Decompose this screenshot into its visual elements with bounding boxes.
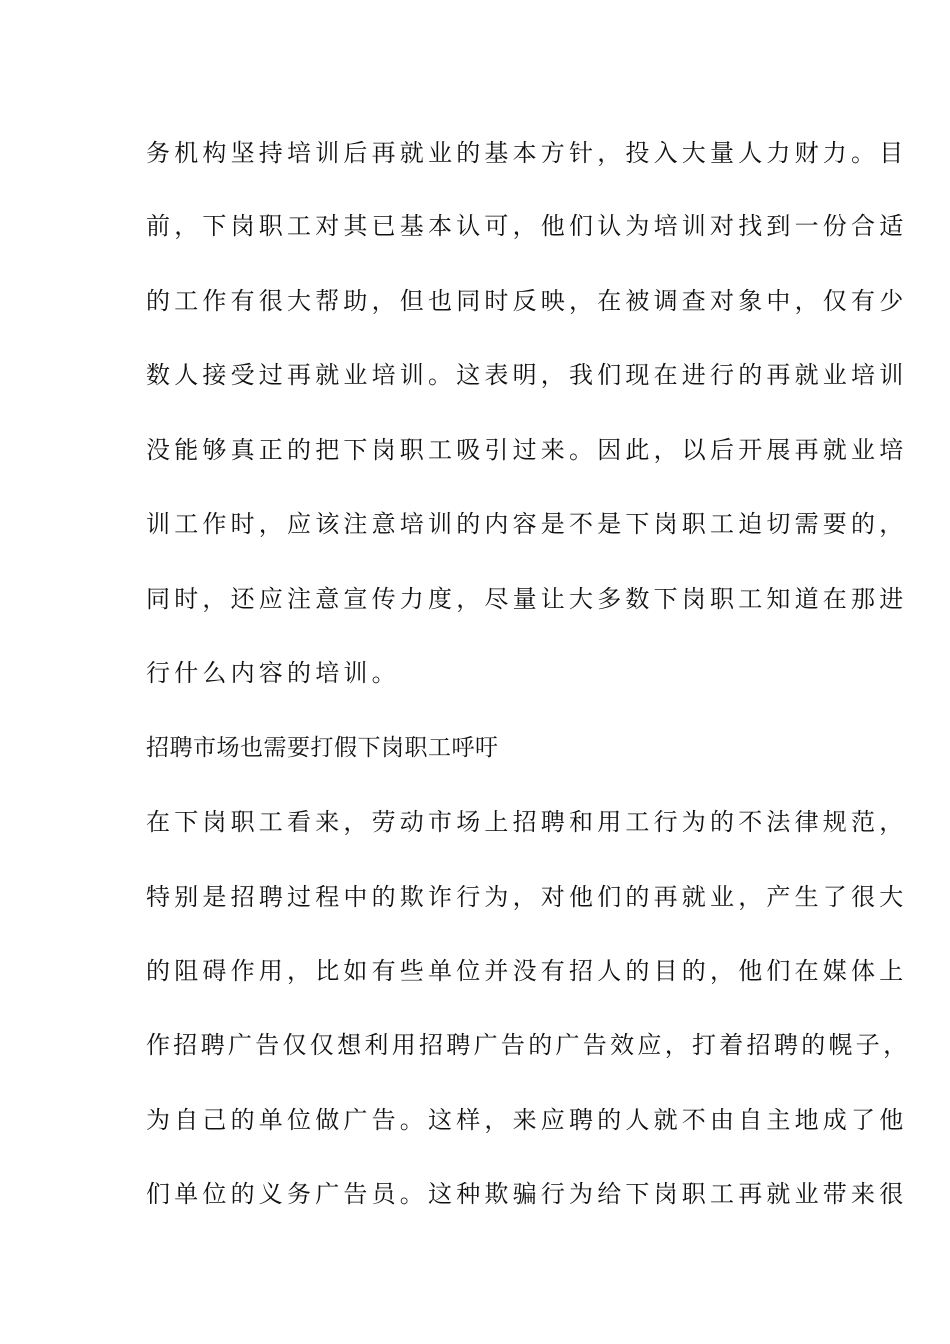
paragraph-line: 的工作有很大帮助，但也同时反映，在被调查对象中，仅有少 bbox=[146, 287, 908, 315]
paragraph-line: 为自己的单位做广告。这样，来应聘的人就不由自主地成了他 bbox=[146, 1106, 908, 1134]
paragraph-line: 的阻碍作用，比如有些单位并没有招人的目的，他们在媒体上 bbox=[146, 957, 908, 985]
paragraph-line: 前，下岗职工对其已基本认可，他们认为培训对找到一份合适 bbox=[146, 212, 908, 240]
section-heading: 招聘市场也需要打假下岗职工呼吁 bbox=[146, 735, 499, 761]
paragraph-line: 数人接受过再就业培训。这表明，我们现在进行的再就业培训 bbox=[146, 361, 908, 389]
paragraph-line: 没能够真正的把下岗职工吸引过来。因此，以后开展再就业培 bbox=[146, 436, 908, 464]
paragraph-line: 们单位的义务广告员。这种欺骗行为给下岗职工再就业带来很 bbox=[146, 1180, 908, 1208]
paragraph-line: 行什么内容的培训。 bbox=[146, 659, 400, 687]
paragraph-line: 在下岗职工看来，劳动市场上招聘和用工行为的不法律规范， bbox=[146, 808, 908, 836]
paragraph-line: 作招聘广告仅仅想利用招聘广告的广告效应，打着招聘的幌子， bbox=[146, 1031, 911, 1059]
paragraph-line: 务机构坚持培训后再就业的基本方针，投入大量人力财力。目 bbox=[146, 139, 908, 167]
paragraph-line: 训工作时，应该注意培训的内容是不是下岗职工迫切需要的， bbox=[146, 510, 908, 538]
paragraph-line: 同时，还应注意宣传力度，尽量让大多数下岗职工知道在那进 bbox=[146, 585, 908, 613]
paragraph-line: 特别是招聘过程中的欺诈行为，对他们的再就业，产生了很大 bbox=[146, 883, 908, 911]
